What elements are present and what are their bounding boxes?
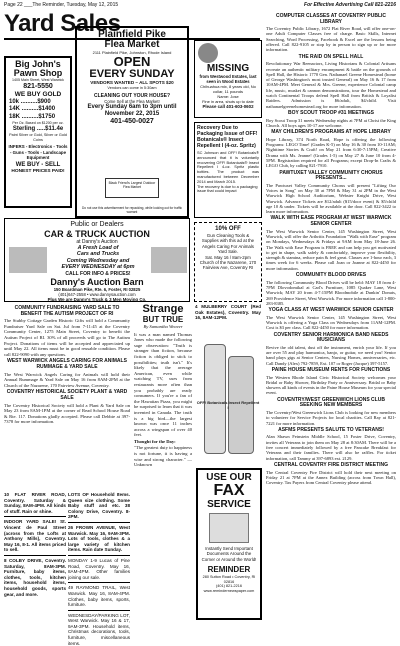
recovery-notice-ad	[194, 122, 262, 218]
recovery-body: SC Johnson and OFF! Botanicals® announced that it is voluntarily recovering OFF! Botanicals® Insect Repellent I 4-oz. Spritz plastic bottles. The product was manufactured between December 2014 and March 2015.	[197, 150, 259, 184]
pawn-buy-gold-title: WE BUY GOLD	[14, 90, 62, 98]
event-body: Hope Library, 374 North Road, Hope is offering the following Programs: LEGO Time! (Grades K-5) on May 16 & 30 from 10-11AM; Nighttime Stories & Craft! on May 21 from 6:30-7:15PM; Creative Drama with Ms. Jeanne! (Grades 1-5) on May 27 & June 10 from 4-5PM. Registration required for all Programs; except Drop-In Crafts & LEGO Club, by calling 821-7910.	[266, 136, 396, 169]
classified-ad: 10 FLAT RIVER ROAD, Coventry. Saturday & Sunday, 8AM-4PM. All kinds of stuff. Rain or shine.	[4, 492, 66, 517]
event-heading: COVENTRY HISTORICAL SOCIETY PLANT & YARD SALE	[6, 389, 128, 401]
event-heading: MAY CHILDREN'S PROGRAMS AT HOPE LIBRARY	[271, 129, 391, 136]
flea-phone: 401-450-0027	[110, 118, 154, 126]
pawn-buy-sell: WE BUY - SELL	[15, 162, 61, 169]
event-body: The following Community Blood Drives will be held: MAY 18 from 4-7PM Dlovodomikal at Carl's Furniture, 1085 Quaker Lane, West Warwick; MAY 20 from 4-7:15PM Bloodmobile at Dunkin' Donuts, 269 Providence Street, West Warwick. For more information call 1-800-283-8385.	[266, 279, 396, 306]
event-heading: YOGA CLASS AT WEST WARWICK SENIOR CENTER	[268, 307, 394, 314]
strange-byline: By Samantha Weaver	[143, 324, 183, 329]
fax-machine-icon	[209, 513, 249, 543]
page-header	[4, 2, 396, 10]
event-body: The West Warwick Senior Center, 145 Washington Street, West Warwick, will offer the Arthritis Foundation "Walk with Ease" program on Mondays, Wednesdays & Fridays at 9AM from May 18-June 26. The Walk with Ease Program is FREE and can help you get motivated to get in shape, walk safely & comfortably, improve your flexibility, strength & stamina, reduce pain & feel great. Classes are 1-hour each, 3 times week for 6 weeks. Please call Joan or Joanne at 822-4450 for more information.	[266, 228, 396, 271]
missing-dog-photo	[198, 43, 218, 63]
flea-cleaning: CLEANING OUT YOUR HOUSE?	[93, 92, 171, 99]
pawn-price-note: Per Oz. Based on $1200 per oz.	[12, 121, 64, 125]
truck-icon	[151, 247, 187, 273]
flea-market-ad	[75, 26, 189, 218]
event-body: The Pawtuxet Valley Community Chorus will present "Lifting Our Voices in Song" on May 30 at 7PM & May 31 at 2PM in the West Warwick High School Auditorium, Webster Knight Drive, West Warwick. Advance Tickets are $12/adult ($15/door event) & $5/child age 10 & under. Tickets will be available at the door. Call 822-3422 to learn more information.	[266, 182, 396, 215]
missing-title: MISSING	[206, 63, 250, 74]
pawn-sterling-note: Paint Silver or Gold, Silver or Gold Coins	[9, 133, 67, 142]
fax-address: 280 Sutton Road • Coventry, RI 02816	[202, 575, 256, 584]
flea-logo-image	[105, 178, 159, 198]
fax-brand: REMINDER	[207, 565, 251, 575]
page-header-right: For Effective Advertising Call 821-2216	[304, 2, 396, 8]
event-body: The Western Rhode Island Civic Historical Society welcomes your Bridal or Baby Shower, Birthday Party or Anniversary. Bridal or Baby showers all kinds of events in the Paine House Museum for your special event.	[266, 374, 396, 396]
pawn-footer: HONEST PRICES PAID!	[11, 169, 65, 175]
flea-hours: Every Sunday 6am to 3pm until November 22, 2015	[87, 104, 177, 118]
event-body: The Coventry Historical Society will hold a Plant & Yard Sale on May 23 from 8AM-1PM at the corner of Read School House Road & Rte. 117. Donations gladly accepted. Please call Debbie at 397-7378 for more information.	[4, 402, 130, 425]
classified-ad: LOTS OF Household Items. Queen size clothing. Some Baby stuff and etc. 38 Colony Drive, Coventry. 8-2PM.	[68, 492, 130, 523]
event-heading: THE RAID ON SPELL HALL	[298, 53, 364, 60]
recovery-body2: The recovery is due to a packaging issue that could impact	[197, 183, 258, 194]
event-heading: CENTRAL COVENTRY FIRE DISTRICT MEETING	[273, 461, 389, 468]
off-product-label: OFF! Botanicals Insect Repellent I	[196, 400, 260, 410]
event-body: Boy Scout Troop 31 meets Wednesday nights at 7PM at Christ the King Church. All boys ages 10-17 are welcome.	[266, 117, 396, 128]
classified-ad: INDOOR YARD SALE! St. Vincent de Paul Street (across from the Lofts at Anthony Mills), Coventry. May 16, 8-1. All items priced to sell.	[4, 519, 66, 556]
fax-line1: USE OUR	[206, 472, 252, 483]
auction-phone: (401)647-2558 • www.dannysauction.com	[58, 292, 136, 297]
strange-title: Strange	[142, 303, 184, 315]
community-events-column-3	[266, 12, 396, 622]
flea-every-sunday: EVERY SUNDAY	[89, 68, 175, 80]
missing-dog-ad	[194, 40, 262, 118]
auction-address: 150 Boardman Pike, Rte. 6, Foster, RI 02825	[53, 287, 141, 292]
event-heading: PAINE HOUSE MUSEUM RENTS FOR FUNCTIONS	[271, 366, 391, 373]
coupon-place: Church of the Nazarene, 170 Fairview Ave, Coventry RI	[199, 260, 257, 271]
strange-subtitle: BUT TRUE	[142, 315, 184, 324]
event-heading: ASFMS PRESENTS SALUTE TO VETERANS!	[278, 426, 384, 433]
event-heading: COMMUNITY FUNDRAISING YARD SALE TO BENEFIT THE AUTISM PROJECT OF RI	[14, 305, 120, 317]
missing-phone: Please call 401-603-0602	[202, 104, 254, 109]
event-body: The Stubby Cottage Garden Historic Gifts will hold a Community Fundraiser Yard Sale on Sat. Jul from 7-11:45 at the Coventry Community Center, 1275 Main Street, Coventry to benefit the Autism Project of RI. 30% of all proceeds will go to The Autism Project. Donations of items will be accepted and appreciated up until May 22. All items must be in good reusable condition. Please call 822-9090 with any questions.	[4, 318, 130, 357]
auction-title: CAR & TRUCK AUCTION	[44, 229, 150, 239]
classified-column-b	[68, 492, 130, 646]
pawn-price-item: 14K ..........$1400	[9, 106, 56, 112]
flea-market-address: 2111 Plainfield Pike, Johnston, Rhode Island	[92, 50, 172, 55]
strange-thought: "The greatest duty to happiness is not fortune, it is having a wise and strong character." — Unknown	[134, 445, 192, 468]
flea-footer-note: Do not use this advertisement for repacking, while looking out for traffic warrant	[81, 206, 183, 214]
pawn-price-item: 18K ..........$1750	[9, 113, 56, 120]
coupon-body: Gun Cleaning Tools & Supplies with this ad at the Angels Caring For Animals Yard Sale.	[201, 233, 255, 255]
classified-ad: 26 FROWN AVENUE, West Warwick. May 16, 9AM-3PM. Lots of tools, clothes & a large variety of kitchen items. Rain date Sunday.	[68, 525, 130, 556]
off-product-image	[196, 340, 260, 458]
flea-vendors-note: Vendors can come in 5:30am	[107, 86, 157, 90]
fax-note: Instantly Send Important Documents Around the Corner or Around the World!	[201, 546, 257, 562]
strange-body: It was a man named Thomas Jones who made the following sage observation: "Truth is stranger than fiction, because fiction is obliged to stick to possibilities; truth isn't." It's likely that the average American, even while watching TV, uses from restaurants more often than you probably are ready consumers. If you're a fan of the Hawaiian Pizza, you might be surprised to learn that it was invented in Canada. The truth is a big bird—the largest known was once 11 inches across a wingspan of over 40 feet.	[134, 331, 192, 438]
event-body: Revive the old talent, dust off the instrument, enrich your life. If you are over 55 and play harmonica, banjo, or guitar, we need you! Senior band plays gigs at Senior Centers, Nursing Homes, anniversaries, etc. Call Dandy (Alex) 792-7859, Ext. 107 or Roger (Jacque) 397-5157.	[266, 344, 396, 366]
missing-desc2: Fine in area, shuts up to date	[202, 99, 254, 104]
auction-tag3: Coming Wednesday and	[66, 257, 130, 264]
classified-ad: WEDNESDAY/PARKING LOT, West Warwick. May 16 & 17, 9AM-3PM. Household items, Christmas decorations, tools, furniture, miscellaneous items.	[68, 612, 130, 646]
recovery-title: Recovery Due to Packaging Issue of OFF! Botanicals® Insect Repellent I (4-oz. Spritz)	[197, 125, 258, 149]
auction-tag1: A Fresh Load of	[77, 245, 119, 251]
flea-vendors-wanted: VENDORS WANTED – ALL SPOTS $20	[90, 80, 174, 85]
community-events-column-1	[4, 304, 130, 490]
pawn-shop-phone: 821-5550	[23, 82, 53, 90]
missing-desc: Chihuahua mix, 8 years old, No collar, 11 pounds	[200, 84, 256, 94]
event-heading: WEST WARWICK ANGELS CARING FOR ANIMALS RUMMAGE & YARD SALE	[7, 358, 127, 370]
classified-column-a	[4, 492, 66, 622]
event-body: Revolutionary War Reenactors, Living Historians & Colonial Artisans recreate an authentic military encampment & battle on the grounds of Spell Hall, the Historic 1770 Gen. Nathanael Greene Homestead (home of George Washington's most trusted General) on May 16 & 17 from 10AM-4PM. Meet General & Mrs. Greene, experience Colonial camp life, music, musket & cannon demonstrations, tour the Homestead and watch Continental Troops defend Spell Hall from British & Loyalist Raiders. Admission is $6/adult, $4/child. Visit nathanaelgreenehomestead.org for more information.	[266, 61, 396, 109]
pawn-price-item: 10k ..........$900	[9, 98, 51, 105]
event-heading: COVENTRY/WEST GREENWICH LIONS CLUB SEEKING NEW MEMBERS	[277, 396, 385, 409]
pawn-price-list	[6, 99, 70, 122]
event-heading: COMMUNITY BLOOD DRIVES	[295, 272, 367, 279]
car-icon	[9, 247, 47, 273]
auction-tag2: Cars and Trucks	[76, 251, 120, 258]
event-body: The Coventry Public Library, 1672 Flat River Road, will offer one-on-one Adult Computer Classes free of charge. Basic Skills, Internet Searching, Word Processing, Facebook & Excel are the lessons being offered. Call 822-9105 or stop by in person to sign up or for more information.	[266, 26, 396, 53]
pawn-shop-address: 1405 Main Street, West Warwick	[12, 78, 64, 82]
fax-web: www.remindernewspaper.com	[203, 589, 255, 593]
pawn-sterling: Sterling .....$11.4e	[12, 125, 64, 132]
pawn-wanted: INFERS - Electronics - Tools - Guns - Tools - Landscape Equipment	[8, 144, 68, 160]
auction-tag4: EVERY WEDNESDAY at 6pm	[61, 264, 135, 271]
event-body: The West Warwick Senior Center, 145 Washington Street, West Warwick is offering a Yoga Class on Wednesdays from 11AM-12PM. Cost is $3 per class. Call 822-4450 for more information.	[266, 314, 396, 331]
fax-phone: (401) 821-2216	[216, 584, 242, 589]
strange-thought-heading: Thought for the Day:	[134, 438, 176, 444]
coupon-discount: 10% OFF	[215, 226, 241, 232]
pawn-shop-name: Big John's Pawn Shop	[13, 59, 63, 78]
car-auction-ad	[4, 218, 190, 302]
section-title: Yard Sales	[4, 10, 121, 37]
fax-line2: FAX	[213, 482, 245, 499]
classified-ad: 49 RAYMOND TRAIL, West Warwick. May 16, 8AM-4PM. Clothes, baby items, sports, furniture.	[68, 585, 130, 610]
event-body: Alan Shawn Feinstein Middle School, 15 Foster Drive, Coventry, invites all Veterans to join them on May 28 at 8:30AM. There will be a free concert immediately followed by a free Pancake Breakfast for Veterans and their families. There will also be raffles. For ticket information, call Tammy at 397-6893 ext. 2129.	[266, 434, 396, 461]
pawn-shop-ad	[4, 56, 72, 208]
event-heading: PAWTUXET VALLEY COMMUNITY CHORUS PRESENTS...	[279, 169, 383, 182]
missing-from: from Westwood Estates, last seen in Wood Estates	[199, 74, 257, 84]
classified-ad: MONDAY 1-9 Lucas of Pine Road, Coventry. May 16, 8AM-4PM. Other families joining our sale.	[68, 558, 130, 583]
coupon-date: Sat. May 16 / 8am-2pm	[205, 254, 251, 260]
event-heading: WALK WITH EASE PROGRAM AT WEST WARWICK SENIOR CENTER	[270, 215, 392, 228]
off-bottle-icon	[204, 344, 226, 454]
strange-but-true-column	[134, 304, 192, 622]
event-heading: BOY SCOUT TROOP #31 MEETINGS	[288, 109, 374, 116]
auction-tagline	[51, 245, 145, 277]
event-body: The West Warwick Angels Caring for Animals will hold their Annual Rummage & Yard Sale on May 16 from 8AM-2PM at the Church of the Nazarene, 170 Fairview Avenue, Coventry.	[4, 371, 130, 388]
gun-supplies-coupon	[194, 222, 262, 302]
flea-market-name: Plainfield Pike Flea Market	[98, 29, 166, 50]
missing-name: Name: Jose	[217, 94, 239, 99]
event-body: The Coventry/West Greenwich Lions Club is looking for new members to volunteer for Service Projects for local charities. Call Ray at 821-7221 for more information.	[266, 409, 396, 426]
flea-open: OPEN	[113, 54, 151, 69]
auction-line1: Public or Dealers	[70, 221, 124, 228]
yard-sale-mulberry: 4 MULBERRY COURT (Red Oak Estates), Coventry. May 16, 8AM-12PM.	[195, 304, 261, 321]
event-body: The Central Coventry Fire District will hold their next meeting on Friday 21 at 7PM at the Annex Building (across from Town Hall), Coventry. Tax Payers from Central Coventry please attend.	[266, 469, 396, 486]
auction-barn-name: Danny's Auction Barn	[50, 277, 144, 287]
event-heading: COVENTRY SENIOR HARMONICA BAND NEEDS MUSICIANS	[273, 331, 389, 344]
auction-tag5: CALL FOR INFO & PRICES!	[65, 270, 131, 277]
auction-venue: at Danny's Auction	[76, 239, 118, 245]
page-header-left: Page 22 ___The Reminder, Tuesday, May 12, 2015	[4, 2, 119, 8]
fax-line3: SERVICE	[207, 499, 251, 510]
auction-footer: Plus We are Danny's Truck & 3 Men Moving Co.	[47, 297, 147, 302]
flea-logo-note: Black Friend's Largest Outdoor Flea Market	[108, 181, 156, 190]
fax-service-ad	[196, 468, 262, 620]
classified-ad: 8 COLBY DRIVE, Coventry. Saturday, 8AM-3PM. Furniture, baby items, clothes, tools, kitchen items, household items, household goods, sports gear, and more.	[4, 557, 66, 597]
event-heading: COMPUTER CLASSES AT COVENTRY PUBLIC LIBRARY	[275, 13, 386, 25]
flea-cleaning-sub: Come Sell at the Flea Market!	[104, 99, 160, 105]
